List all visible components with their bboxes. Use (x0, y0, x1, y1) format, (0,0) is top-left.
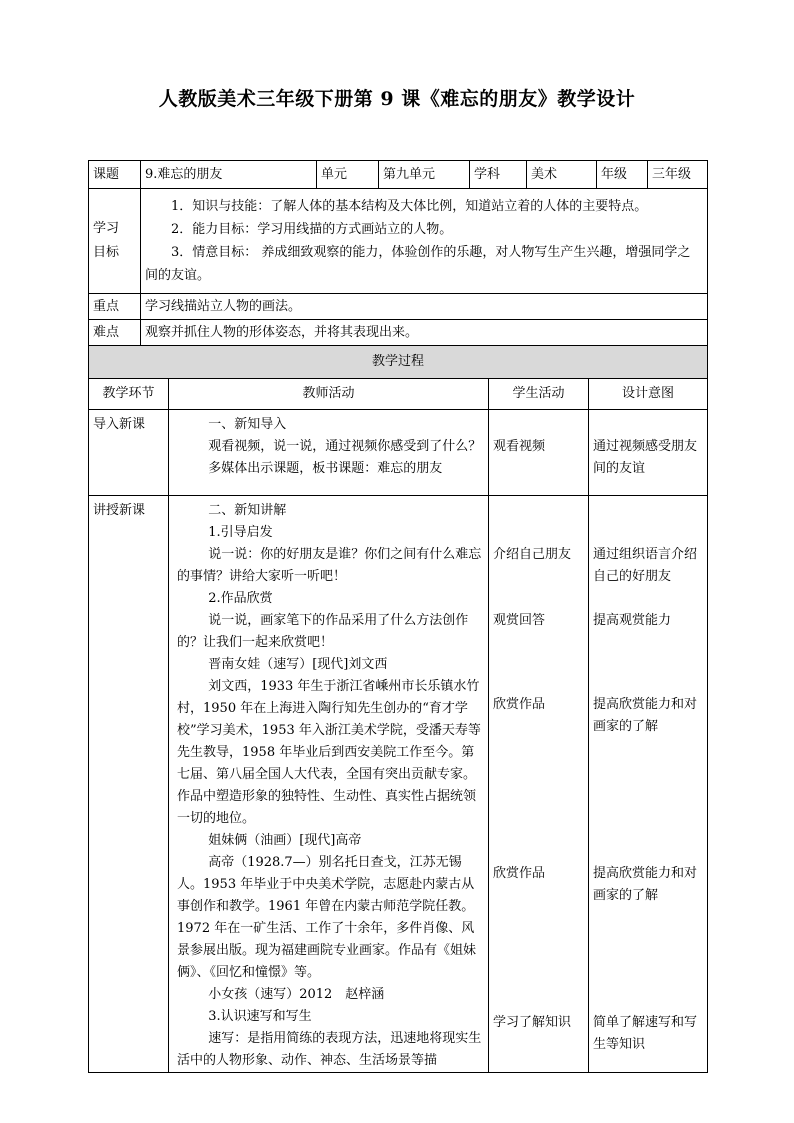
lecture-line: 3.认识速写和写生 (208, 1009, 312, 1024)
lecture-teacher (169, 496, 489, 1073)
lecture-intent (589, 496, 708, 1073)
lecture-intent-item: 简单了解速写和写生等知识 (593, 1015, 698, 1052)
lecture-student-item: 欣赏作品 (493, 697, 546, 712)
page-title: 人教版美术三年级下册第 9 课《难忘的朋友》教学设计 (158, 88, 636, 110)
course-value: 9.难忘的朋友 (141, 161, 317, 189)
lecture-stage: 讲授新课 (89, 496, 169, 1073)
intro-teacher (169, 410, 489, 496)
lecture-row (89, 496, 708, 1073)
lecture-student-item: 观赏回答 (493, 613, 546, 628)
goals-label-line2: 目标 (93, 245, 120, 260)
difficulty-label: 难点 (89, 320, 141, 346)
lecture-line: 速写：是指用简练的表现方法，迅速地将现实生活中的人物形象、动作、神态、生活场景等描 (177, 1031, 482, 1068)
key-point-row (89, 294, 708, 320)
lecture-line: 高帝（1928.7—）别名托日查戈，江苏无锡人。1953 年毕业于中央美术学院，志愿赴内蒙古从事创作和教学。1961 年曾在内蒙古师范学院任教。1972 年在一矿生活、工作了十余年，多件肖像、风景参展出版。现为福建画院专业画家。作品有《姐妹俩》、《回忆和憧憬》等。 (177, 855, 477, 980)
goals-content (141, 189, 708, 294)
intro-stage: 导入新课 (89, 410, 169, 496)
process-header: 教学过程 (89, 346, 708, 379)
goal-item: 2．能力目标：学习用线描的方式画站立的人物。 (171, 222, 453, 237)
course-label: 课题 (89, 161, 141, 189)
grade-value: 三年级 (648, 161, 708, 189)
intro-teacher-line: 多媒体出示课题，板书课题：难忘的朋友 (208, 461, 443, 476)
unit-label: 单元 (317, 161, 379, 189)
lecture-line: 说一说：你的好朋友是谁？你们之间有什么难忘的事情？讲给大家听一听吧！ (177, 547, 482, 584)
lecture-line: 二、新知讲解 (208, 503, 287, 518)
intro-intent: 通过视频感受朋友间的友谊 (589, 410, 708, 496)
lecture-intent-item: 通过组织语言介绍自己的好朋友 (593, 547, 698, 584)
lecture-line: 晋南女娃（速写）[现代]刘文西 (208, 657, 388, 672)
lecture-line: 刘文西，1933 年生于浙江省嵊州市长乐镇水竹村，1950 年在上海进入陶行知先生创办的“育才学校”学习美术，1953 年入浙江美术学院，受潘天寿等先生教导，1958 年毕业后到西安美院工作至今。第七届、第八届全国人大代表，全国有突出贡献专家。作品中塑造形象的独特性、生动性、真实性占据统领一切的地位。 (177, 679, 481, 826)
teaching-process-table (88, 345, 708, 1073)
lecture-line: 2.作品欣赏 (208, 591, 273, 606)
goals-row (89, 189, 708, 294)
lecture-line: 姐妹俩（油画）[现代]高帝 (208, 833, 362, 848)
lecture-student-item: 学习了解知识 (493, 1015, 572, 1030)
key-point-label: 重点 (89, 294, 141, 320)
lecture-student-item: 介绍自己朋友 (493, 547, 572, 562)
lecture-student (489, 496, 589, 1073)
intro-teacher-line: 观看视频，说一说，通过视频你感受到了什么？ (208, 439, 482, 454)
col-intent: 设计意图 (589, 379, 708, 410)
lecture-line: 1.引导启发 (208, 525, 273, 540)
process-header-row (89, 346, 708, 379)
goal-item: 3．情意目标： 养成细致观察的能力，体验创作的乐趣，对人物写生产生兴趣，增强同学之间的友谊。 (145, 245, 691, 283)
lecture-line: 说一说，画家笔下的作品采用了什么方法创作的？让我们一起来欣赏吧！ (177, 613, 469, 650)
info-row (89, 161, 708, 189)
subject-label: 学科 (470, 161, 527, 189)
intro-teacher-line: 一、新知导入 (208, 417, 287, 432)
lecture-student-item: 欣赏作品 (493, 866, 546, 881)
difficulty-row (89, 320, 708, 346)
lecture-intent-item: 提高欣赏能力和对画家的了解 (593, 866, 698, 903)
col-stage: 教学环节 (89, 379, 169, 410)
lesson-info-table (88, 160, 708, 346)
goals-label-line1: 学习 (93, 221, 120, 236)
grade-label: 年级 (597, 161, 648, 189)
lecture-line: 小女孩（速写）2012 赵梓涵 (208, 987, 385, 1002)
goals-label (89, 189, 141, 294)
difficulty-text: 观察并抓住人物的形体姿态，并将其表现出来。 (141, 320, 708, 346)
intro-row (89, 410, 708, 496)
column-header-row (89, 379, 708, 410)
intro-student: 观看视频 (489, 410, 589, 496)
goal-item: 1．知识与技能：了解人体的基本结构及大体比例，知道站立着的人体的主要特点。 (171, 199, 648, 214)
unit-value: 第九单元 (379, 161, 470, 189)
col-student: 学生活动 (489, 379, 589, 410)
lecture-intent-item: 提高欣赏能力和对画家的了解 (593, 697, 698, 734)
col-teacher: 教师活动 (169, 379, 489, 410)
subject-value: 美术 (527, 161, 597, 189)
lecture-intent-item: 提高观赏能力 (593, 613, 672, 628)
key-point-text: 学习线描站立人物的画法。 (141, 294, 708, 320)
